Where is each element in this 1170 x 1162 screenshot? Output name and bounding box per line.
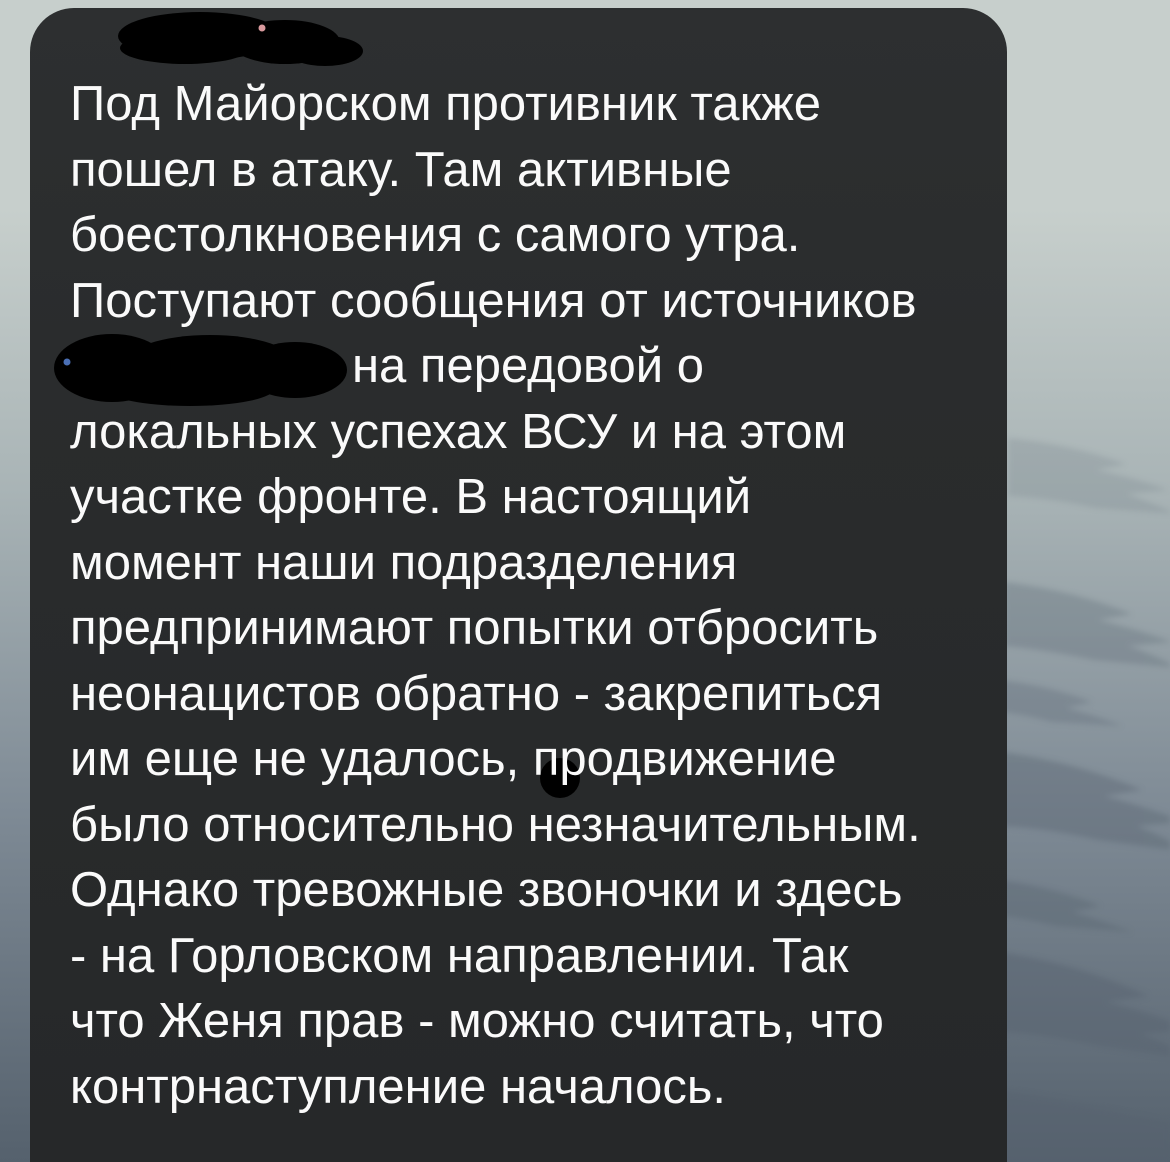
message-line: контрнаступление началось.: [70, 1059, 727, 1114]
message-line: - на Горловском направлении. Так: [70, 928, 849, 983]
message-line: участке фронте. В настоящий: [70, 470, 752, 524]
message-line: им еще не удалось, продвижение: [70, 732, 837, 786]
message-line: момент наши подразделения: [70, 535, 738, 590]
message-line: пошел в атаку. Там активные: [70, 142, 732, 197]
message-line: неонацистов обратно - закрепиться: [70, 666, 883, 721]
message-bubble[interactable]: [30, 8, 1007, 1162]
message-line: что Женя прав - можно считать, что: [70, 994, 884, 1048]
message-line: локальных успехах ВСУ и на этом: [70, 404, 847, 459]
red-speck: [259, 25, 266, 32]
message-line: Под Майорском противник также: [70, 77, 822, 131]
message-line: Однако тревожные звоночки и здесь: [70, 863, 903, 917]
message-line: на передовой о: [352, 339, 704, 393]
message-line: было относительно незначительным.: [70, 797, 921, 852]
message-line: боестолкновения с самого утра.: [70, 208, 801, 262]
fir-trees-silhouette: [1000, 0, 1170, 1162]
sender-name-redaction-scribble: [115, 8, 365, 70]
message-text: [70, 72, 977, 1120]
message-line: Поступают сообщения от источников: [70, 273, 917, 328]
message-line: предпринимают попытки отбросить: [70, 601, 879, 655]
